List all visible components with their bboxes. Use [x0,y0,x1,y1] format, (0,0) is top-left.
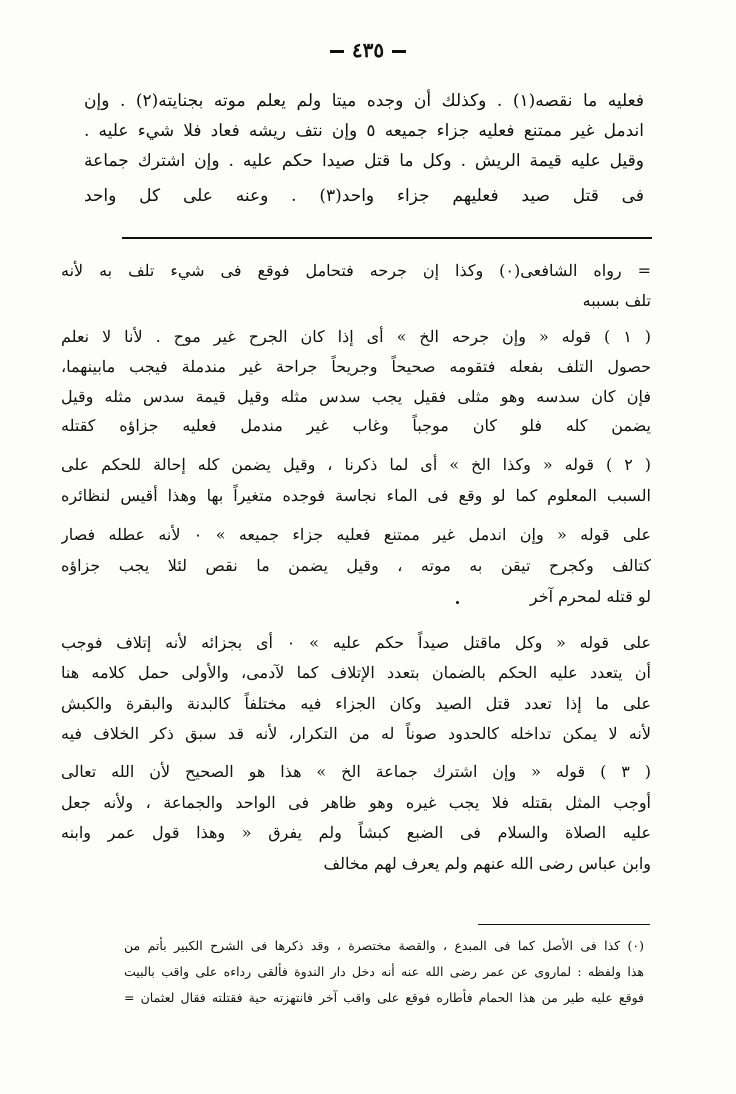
commentary-line: ( ١ ) قوله « وإن جرحه الخ » أى إذا كان الجرح غير موح . لأنا لا نعلم [61,327,651,346]
commentary-line: وابن عباس رضى الله عنهم ولم يعرف لهم مخالف [323,854,651,873]
commentary-line: أوجب المثل بقتله فلا يجب غيره وهو ظاهر فى الواحد والجماعة ، ولأنه جعل [61,793,651,812]
footnote-line: هذا ولفظه : لماروى عن عمر رضى الله عنه أنه دخل دار الندوة فألقى رداءه على واقب بالبيت [124,964,644,979]
commentary-line: لو قتله لمحرم آخر [529,587,651,606]
commentary-line: يضمن كله فلو كان موجباً وغاب غير مندمل فعليه جزاؤه كقتله [61,416,651,435]
page-number: ٤٣٥ [351,38,385,62]
main-line: فى قتل صيد فعليهم جزاء واحد(٣) . وعنه على كل واحد [84,186,644,206]
commentary-line: ( ٣ ) قوله « وإن اشترك جماعة الخ » هذا هو الصحيح لأن الله تعالى [61,762,651,781]
commentary-line: لأنه لا يمكن تداخله كالحدود صوناً له من التكرار، لأنه قد سبق ذكر الخلاف فيه [61,724,651,743]
commentary-line: على قوله « وكل ماقتل صيداً حكم عليه » ٠ أى بجزائه لأنه إتلاف فوجب [61,633,651,652]
header-dash-right [392,50,406,53]
footnote-line: فوقع عليه طير من هذا الحمام فأطاره فوقع على واقب آخر فانتهزته حية فقتلته فقال لعثمان = [124,990,644,1005]
commentary-line: على ما إذا تعدد قتل الصيد وكان الجزاء فيه مختلفاً كالبدنة والبقرة والكبش [61,694,651,713]
commentary-line: فإن كان سدسه وهو مثلى فقيل يجب سدس مثله وقيل قيمة سدس مثله وقيل [61,387,651,406]
commentary-line: تلف بسببه [582,291,651,310]
commentary-line: السبب المعلوم كما لو وقع فى الماء نجاسة فوجده متغيراً بها وهذا أقيس لنظائره [61,486,651,505]
commentary-line: حصول التلف بفعله فتقومه صحيحاً وجريحاً جراحة غير مندملة فيجب مابينهما، [61,357,651,376]
commentary-line: = رواه الشافعى(٠) وكذا إن جرحه فتحامل فوقع فى شيء تلف به لأنه [61,261,651,280]
commentary-line: كتالف وكجرح تيقن به موته ، وقيل يضمن ما نقص لئلا يجب جزاؤه [61,556,651,575]
commentary-line: عليه الصلاة والسلام فى الضبع كبشاً ولم يفرق « وهذا قول عمر وابنه [61,823,651,842]
main-line: اندمل غير ممتنع فعليه جزاء جميعه ٥ وإن نتف ريشه فعاد فلا شيء عليه . [84,121,644,141]
commentary-line: ( ٢ ) قوله « وكذا الخ » أى لما ذكرنا ، وقيل يضمن كله إحالة للحكم على [61,455,651,474]
footnote-separator-rule [478,924,650,925]
commentary-line: أن يتعدد عليه الحكم بالضمان بتعدد الإتلاف كما لآدمى، والأولى حمل كلامه هنا [61,663,651,682]
header-dash-left [330,50,344,53]
main-line: وقيل عليه قيمة الريش . وكل ما قتل صيدا حكم عليه . وإن اشترك جماعة [84,151,644,171]
main-separator-rule [122,237,652,239]
stray-mark [456,601,459,604]
main-line: فعليه ما نقصه(١) . وكذلك أن وجده ميتا ولم يعلم موته بجنايته(٢) . وإن [84,91,644,111]
commentary-line: على قوله « وإن اندمل غير ممتنع فعليه جزاء جميعه » ٠ لأنه عطله فصار [61,525,651,544]
footnote-line: (٠) كذا فى الأصل كما فى المبدع ، والقصة مختصرة ، وقد ذكرها فى الشرح الكبير بأتم من [124,938,644,953]
page-header [0,38,736,62]
